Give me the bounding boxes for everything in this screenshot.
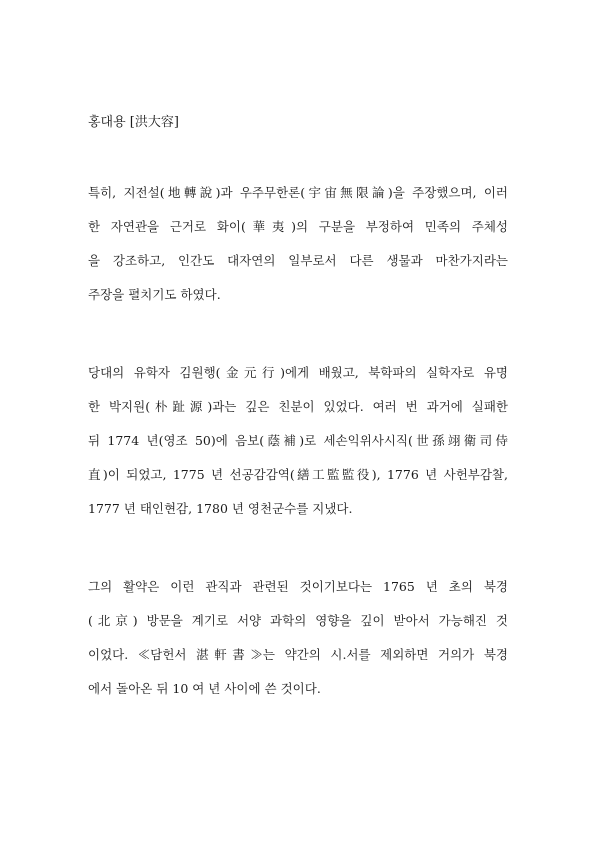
paragraph-line: 뒤 1774 년(영조 50)에 음보(蔭補)로 세손익위사시직(世孫翊衛司侍 [88,433,508,448]
paragraph-line: 주장을 펼치기도 하였다. [88,287,221,302]
paragraph-line: (北京) 방문을 계기로 서양 과학의 영향을 깊이 받아서 가능해진 것 [88,613,508,628]
paragraph-line: 直)이 되었고, 1775 년 선공감감역(繕工監監役), 1776 년 사헌부감찰, [88,467,508,482]
paragraph-3 [88,578,508,714]
paragraph-line: 이었다. ≪담헌서 湛軒書≫는 약간의 시.서를 제외하면 거의가 북경 [88,647,508,662]
paragraph-line: 그의 활약은 이런 관직과 관련된 것이기보다는 1765 년 초의 북경 [88,579,508,594]
paragraph-line: 한 박지원(朴趾源)과는 깊은 친분이 있었다. 여러 번 과거에 실패한 [88,399,508,414]
page-title: 홍대용 [洪大容] [88,115,179,130]
paragraph-line: 한 자연관을 근거로 화이(華夷)의 구분을 부정하여 민족의 주체성 [88,219,508,234]
paragraph-1 [88,184,508,320]
paragraph-line: 특히, 지전설(地轉說)과 우주무한론(宇宙無限論)을 주장했으며, 이러 [88,185,508,200]
paragraph-line: 당대의 유학자 김원행(金元行)에게 배웠고, 북학파의 실학자로 유명 [88,365,508,380]
paragraph-2 [88,364,508,534]
paragraph-line: 1777 년 태인현감, 1780 년 영천군수를 지냈다. [88,501,353,516]
paragraph-line: 에서 돌아온 뒤 10 여 년 사이에 쓴 것이다. [88,681,321,696]
paragraph-line: 을 강조하고, 인간도 대자연의 일부로서 다른 생물과 마찬가지라는 [88,253,508,268]
